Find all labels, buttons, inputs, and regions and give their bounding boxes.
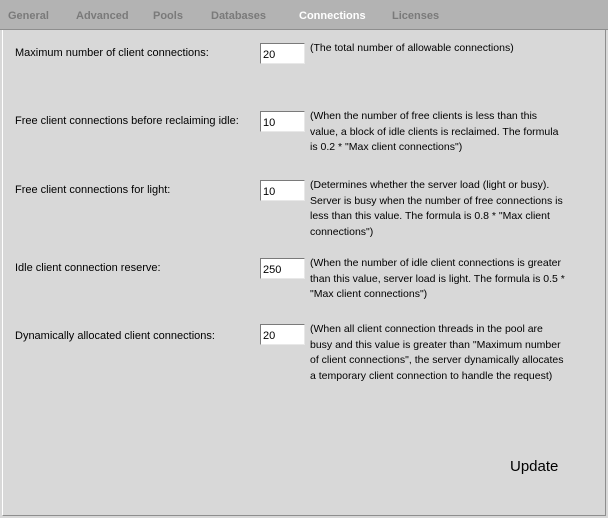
tab-advanced[interactable]: Advanced	[76, 10, 129, 22]
tab-databases[interactable]: Databases	[211, 10, 267, 22]
tab-connections[interactable]: Connections	[299, 10, 366, 22]
idle-reserve-help: (When the number of idle client connections is greater than this value, server load is light. The formula is 0.5 * "Max client connections")	[310, 257, 565, 300]
dynamically-allocated-help: (When all client connection threads in the pool are busy and this value is greater than "Maximum number of client connections", the server dynamically allocates a temporary client connection to handle the request)	[310, 323, 564, 382]
max-client-connections-label: Maximum number of client connections:	[15, 47, 209, 59]
idle-reserve-label: Idle client connection reserve:	[15, 262, 161, 274]
tab-bar	[0, 0, 608, 30]
dynamically-allocated-label: Dynamically allocated client connections:	[15, 330, 215, 342]
free-for-light-help: (Determines whether the server load (light or busy). Server is busy when the number of free connections is less than this value. The formula is 0.8 * "Max client connections")	[310, 179, 563, 238]
connections-panel	[2, 30, 606, 516]
free-before-reclaim-label: Free client connections before reclaiming idle:	[15, 115, 239, 127]
update-button[interactable]: Update	[510, 458, 559, 475]
dynamically-allocated-input[interactable]	[260, 324, 305, 345]
free-before-reclaim-help: (When the number of free clients is less than this value, a block of idle clients is reclaimed. The formula is 0.2 * "Max client connections")	[310, 110, 559, 153]
free-for-light-input[interactable]	[260, 180, 305, 201]
tab-pools[interactable]: Pools	[153, 10, 183, 22]
free-for-light-label: Free client connections for light:	[15, 184, 171, 196]
tab-licenses[interactable]: Licenses	[392, 10, 440, 22]
max-client-connections-help: (The total number of allowable connections)	[310, 42, 514, 54]
free-before-reclaim-input[interactable]	[260, 111, 305, 132]
idle-reserve-input[interactable]	[260, 258, 305, 279]
max-client-connections-input[interactable]	[260, 43, 305, 64]
tab-general[interactable]: General	[8, 10, 49, 22]
